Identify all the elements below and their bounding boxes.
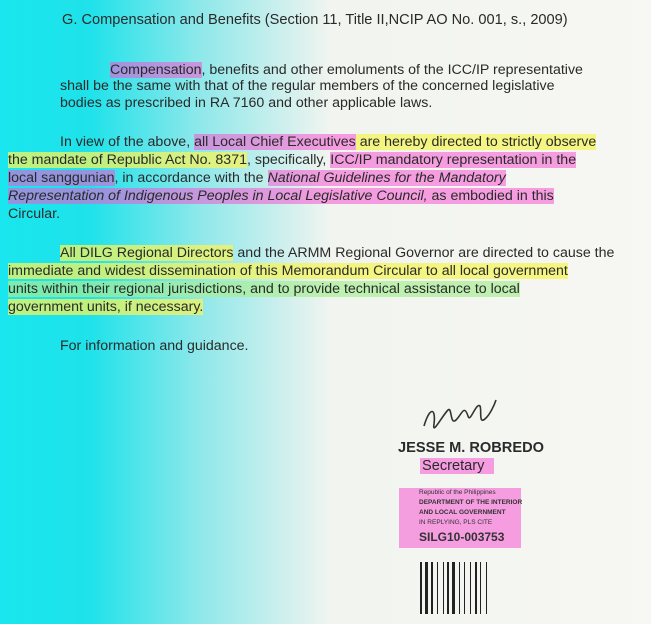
para2-line3 <box>8 170 506 187</box>
barcode-bar <box>447 562 449 614</box>
stamp-line-replying: IN REPLYING, PLS CITE <box>419 519 493 526</box>
barcode-bar <box>437 562 438 614</box>
para1-line1 <box>110 62 583 79</box>
highlight-regional-jurisdictions: units within their regional jurisdictions, and to provide technical assistance to local <box>8 281 520 297</box>
signatory-title <box>420 458 494 475</box>
signature-scrawl <box>420 396 500 446</box>
highlight-government-units: government units, if necessary. <box>8 299 204 315</box>
section-heading: G. Compensation and Benefits (Section 11, Title II,NCIP AO No. 001, s., 2009) <box>62 12 568 28</box>
barcode-bar <box>425 562 428 614</box>
highlight-ra-8371: the mandate of Republic Act No. 8371 <box>8 152 247 168</box>
para3-line3 <box>8 281 520 298</box>
barcode-bar <box>431 562 433 614</box>
highlight-directed: are hereby directed to strictly observe <box>355 134 597 150</box>
para3-line1-rest: and the ARMM Regional Governor are directed to cause the <box>233 245 615 261</box>
barcode-bar <box>420 562 422 614</box>
para2-line3-mid: , in accordance with the <box>114 170 268 186</box>
para2-line2 <box>8 152 576 169</box>
barcode-bar <box>443 562 444 614</box>
highlight-icc-ip-representation: ICC/IP mandatory representation in the <box>330 152 577 168</box>
para2-line5: Circular. <box>8 206 61 222</box>
para2-line1 <box>60 134 596 151</box>
stamp-line-local-government: AND LOCAL GOVERNMENT <box>419 509 506 516</box>
para1-line1-rest: , benefits and other emoluments of the ICC/IP representative <box>201 62 583 78</box>
highlight-secretary: Secretary <box>420 458 494 474</box>
barcode-bar <box>486 562 487 614</box>
para2-line4 <box>8 188 554 205</box>
barcode-bar <box>464 562 465 614</box>
highlight-local-chief-executives: all Local Chief Executives <box>194 134 356 150</box>
stamp-line-republic: Republic of the Philippines <box>419 489 496 496</box>
closing-line: For information and guidance. <box>60 338 249 354</box>
barcode-bar <box>480 562 481 614</box>
highlight-national-guidelines: National Guidelines for the Mandatory <box>267 170 506 186</box>
highlight-local-sanggunian: local sanggunian <box>8 170 115 186</box>
para3-line4 <box>8 299 203 316</box>
highlight-dissemination: immediate and widest dissemination of this Memorandum Circular to all local government <box>8 263 568 279</box>
para2-line2-mid: , specifically, <box>246 152 331 168</box>
highlight-compensation: Compensation <box>110 62 202 78</box>
para2-line4-end: as embodied in this <box>427 188 554 204</box>
barcode-bar <box>470 562 471 614</box>
barcode-bar <box>475 562 477 614</box>
signatory-name: JESSE M. ROBREDO <box>398 440 544 456</box>
stamp-line-department: DEPARTMENT OF THE INTERIOR <box>419 499 523 506</box>
barcode-bar <box>452 562 455 614</box>
para3-line1 <box>60 245 614 262</box>
stamp-reference-number: SILG10-003753 <box>419 530 505 544</box>
barcode-bar <box>459 562 460 614</box>
para2-line1-start: In view of the above, <box>60 134 195 150</box>
para1-line3: bodies as prescribed in RA 7160 and other applicable laws. <box>60 95 433 111</box>
barcode <box>420 562 506 614</box>
para1-line2: shall be the same with that of the regular members of the concerned legislative <box>60 78 555 94</box>
highlight-dilg-directors: All DILG Regional Directors <box>60 245 234 261</box>
para3-line2 <box>8 263 568 280</box>
highlight-representation-ip: Representation of Indigenous Peoples in Local Legislative Council, <box>8 188 428 204</box>
